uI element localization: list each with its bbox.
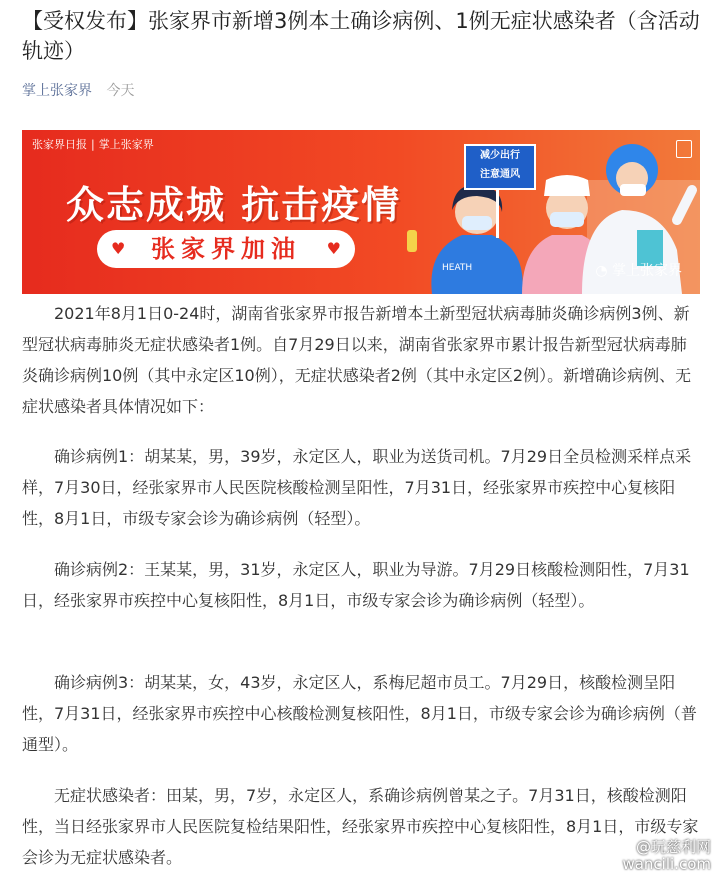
shirt-text: HEATH [442, 263, 473, 273]
banner-watermark [595, 260, 682, 280]
wechat-icon: ◔ [595, 263, 608, 279]
paragraph-case-3: 确诊病例3：胡某某，女，43岁，永定区人，系梅尼超市员工。7月29日，核酸检测呈阳性，7月31日，经张家界市疾控中心核酸检测复核阳性，8月1日，市级专家会诊为确诊病例（普通型）。 [22, 673, 697, 754]
banner-brand: 张家界日报 | 掌上张家界 [32, 138, 154, 151]
newspaper-logo-text: 张家界日报 [32, 138, 87, 151]
heart-icon: ♥ [326, 239, 341, 258]
article-title: 【受权发布】张家界市新增3例本土确诊病例、1例无症状感染者（含活动轨迹） [22, 9, 700, 63]
paragraph-summary: 2021年8月1日0-24时，湖南省张家界市报告新增本土新型冠状病毒肺炎确诊病例3例、新型冠状病毒肺炎无症状感染者1例。自7月29日以来，湖南省张家界市累计报告新型冠状病毒肺炎确诊病例10例（其中永定区10例），无症状感染者2例（其中永定区2例）。新增确诊病例、无症状感染者具体情况如下： [22, 304, 692, 416]
source-account-link[interactable]: 掌上张家界 [22, 83, 92, 99]
site-watermark [622, 839, 711, 873]
paragraph-case-1: 确诊病例1：胡某某，男，39岁，永定区人，职业为送货司机。7月29日全员检测采样点采样，7月30日，经张家界市人民医院核酸检测呈阳性，7月31日，经张家界市疾控中心复核阳性，8月1日，市级专家会诊为确诊病例（轻型）。 [22, 447, 692, 528]
site-watermark-line2: wancili.com [622, 855, 711, 873]
banner-watermark-text: 掌上张家界 [612, 263, 682, 279]
pill-text: 张家界加油 [151, 234, 301, 263]
article-meta [22, 80, 134, 100]
sign-text-2: 注意通风 [480, 169, 520, 180]
banner-sign [464, 144, 536, 190]
worker-figure-left [407, 185, 523, 294]
brand-tag: 掌上张家界 [98, 138, 154, 151]
paragraph-asymptomatic: 无症状感染者：田某，男，7岁，永定区人，系确诊病例曾某之子。7月31日，核酸检测阳性，当日经张家界市人民医院复检结果阳性，经张家界市疾控中心复核阳性，8月1日，市级专家会诊为无症状感染者。 [22, 786, 699, 867]
publish-date: 今天 [106, 83, 135, 99]
site-watermark-line1: @玩慈利网 [635, 838, 711, 856]
banner-image [22, 130, 700, 294]
paragraph-case-2: 确诊病例2：王某某，男，31岁，永定区人，职业为导游。7月29日核酸检测阳性，7月31日，经张家界市疾控中心复核阳性，8月1日，市级专家会诊为确诊病例（轻型）。 [22, 560, 690, 610]
heart-icon: ♥ [111, 239, 126, 258]
banner-slogan: 众志成城 抗击疫情 [66, 182, 402, 227]
sign-text-1: 减少出行 [480, 150, 520, 161]
